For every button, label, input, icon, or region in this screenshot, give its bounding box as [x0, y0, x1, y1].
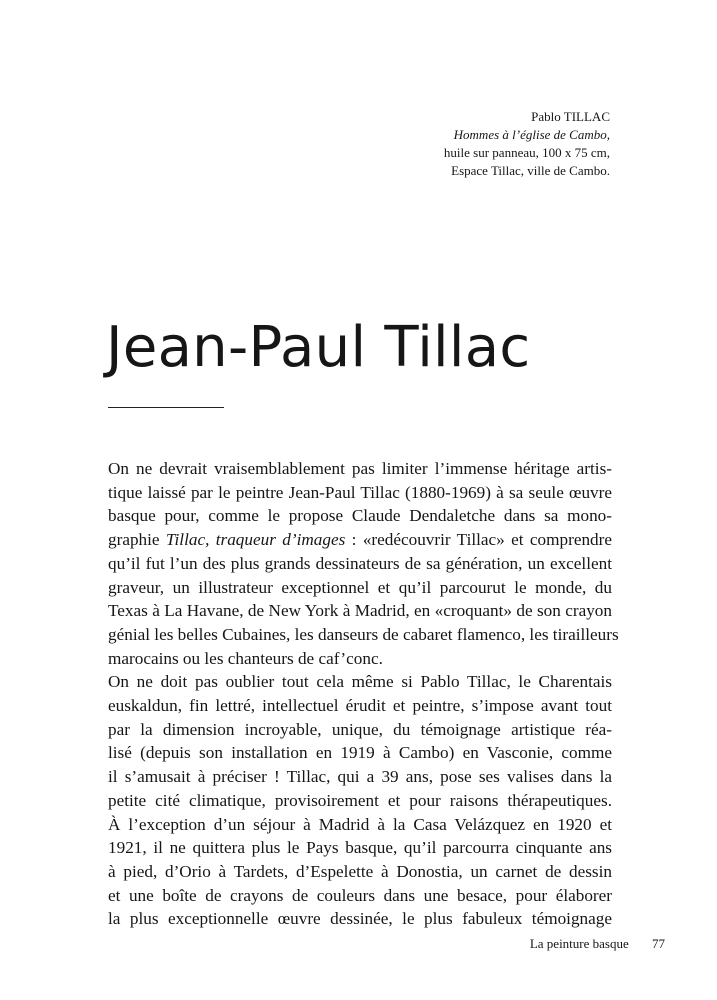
text-line: On ne devrait vraisemblablement pas limiter l’immense héritage artis-	[108, 459, 612, 478]
text-line: petite cité climatique, provisoirement et pour raisons thérapeutiques.	[108, 790, 612, 810]
page-number: 77	[652, 936, 665, 951]
article-title: Jean-Paul Tillac	[106, 315, 531, 380]
page-footer	[530, 936, 665, 952]
text-line: On ne doit pas oublier tout cela même si Pablo Tillac, le Charentais	[108, 672, 612, 692]
text-line: marocains ou les chanteurs de caf’conc.	[108, 648, 383, 668]
footer-section-title: La peinture basque	[529, 936, 629, 951]
caption-location: Espace Tillac, ville de Cambo.	[451, 163, 610, 178]
paragraph-1	[108, 457, 619, 670]
artwork-caption	[444, 108, 610, 180]
text-line: il s’amusait à préciser ! Tillac, qui a 39 ans, pose ses valises dans la	[108, 767, 612, 787]
text-line: lisé (depuis son installation en 1919 à Cambo) en Vasconie, comme	[108, 743, 612, 763]
text-line: Texas à La Havane, de New York à Madrid, en «croquant» de son crayon	[108, 601, 612, 621]
caption-artist: Pablo TILLAC	[531, 109, 610, 124]
text-segment: graphie	[108, 530, 166, 550]
text-line	[108, 528, 612, 552]
text-line: À l’exception d’un séjour à Madrid à la Casa Velázquez en 1920 et	[108, 814, 612, 834]
title-underline-rule	[108, 407, 224, 408]
text-segment: : «redécouvrir Tillac» et comprendre	[345, 530, 612, 550]
text-line: graveur, un illustrateur exceptionnel et qu’il parcourut le monde, du	[108, 577, 612, 597]
paragraph-2	[108, 670, 612, 931]
text-line: et une boîte de crayons de couleurs dans une besace, pour élaborer	[108, 885, 612, 905]
caption-medium: huile sur panneau, 100 x 75 cm,	[443, 145, 610, 160]
text-line: la plus exceptionnelle œuvre dessinée, le plus fabuleux témoignage	[108, 909, 612, 929]
article-body	[108, 457, 619, 931]
text-line: tique laissé par le peintre Jean-Paul Tillac (1880-1969) à sa seule œuvre	[108, 482, 612, 502]
text-line: basque pour, comme le propose Claude Dendaletche dans sa mono-	[108, 506, 612, 526]
text-line: génial les belles Cubaines, les danseurs de cabaret flamenco, les tirailleurs	[108, 624, 619, 644]
book-title-italic: Tillac, traqueur d’images	[165, 530, 346, 550]
caption-artwork-title: Hommes à l’église de Cambo,	[453, 127, 610, 142]
text-line: à pied, d’Orio à Tardets, d’Espelette à Donostia, un carnet de dessin	[108, 861, 612, 881]
text-line: 1921, il ne quittera plus le Pays basque, qu’il parcourra cinquante ans	[108, 838, 612, 858]
text-line: euskaldun, fin lettré, intellectuel érudit et peintre, s’impose avant tout	[108, 696, 612, 716]
text-line: par la dimension incroyable, unique, du témoignage artistique réa-	[108, 719, 612, 739]
text-line: qu’il fut l’un des plus grands dessinateurs de sa génération, un excellent	[108, 553, 612, 573]
